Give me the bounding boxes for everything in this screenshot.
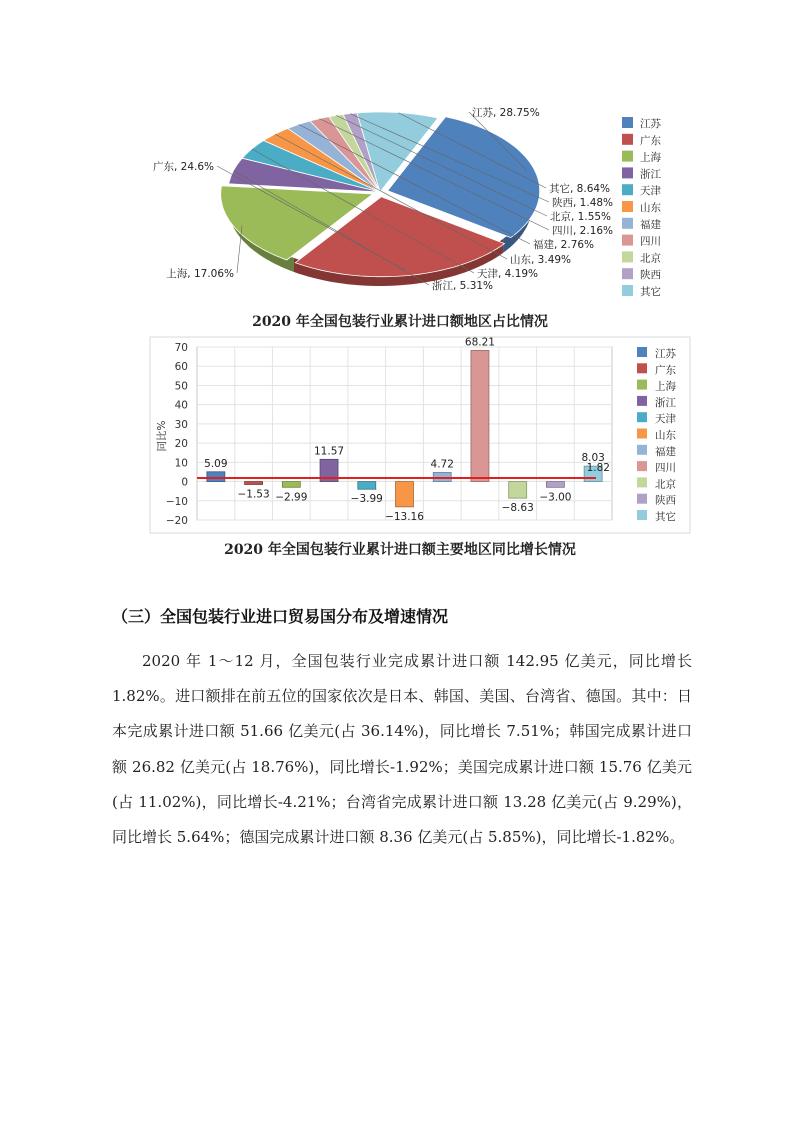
bar-data-label: 4.72 [430, 458, 454, 471]
pie-legend-label: 上海 [640, 151, 661, 164]
pie-data-label: 四川, 2.16% [552, 225, 614, 237]
bar-chart-title: 2020 年全国包装行业累计进口额主要地区同比增长情况 [224, 542, 576, 558]
section-heading: （三）全国包装行业进口贸易国分布及增速情况 [112, 607, 449, 626]
bar-6 [433, 472, 451, 481]
bar-2 [282, 482, 300, 488]
pie-data-label: 山东, 3.49% [510, 254, 572, 266]
bar-legend-label: 江苏 [655, 348, 676, 360]
bar-legend-swatch [637, 477, 647, 487]
bar-legend-label: 山东 [655, 429, 676, 442]
y-axis-label: 同比% [156, 420, 168, 452]
bar-data-label: 11.57 [314, 445, 345, 458]
y-tick-label: 40 [174, 399, 188, 412]
bar-legend [637, 347, 676, 523]
y-tick-label: 70 [174, 342, 188, 354]
bar-legend-label: 浙江 [655, 396, 676, 409]
bar-data-label: −13.16 [385, 510, 424, 523]
bar-legend-label: 天津 [655, 413, 676, 426]
bar-legend-swatch [637, 461, 647, 471]
bar-legend-label: 福建 [655, 445, 676, 458]
bar-legend-swatch [637, 363, 647, 373]
pie-data-label: 江苏, 28.75% [472, 107, 540, 119]
body-paragraph: 2020 年 1～12 月，全国包装行业完成累计进口额 142.95 亿美元，同比增长 1.82%。进口额排在前五位的国家依次是日本、韩国、美国、台湾省、德国。其中：日本完成累计进口额 51.66 亿美元(占 36.14%)，同比增长 7.51%；韩国完成累计进口额 26.82 亿美元(占 18.76%)，同比增长-1.92%；美国完成累计进口额 15.76 亿美元(占 11.02%)，同比增长-4.21%；台湾省完成累计进口额 13.28 亿美元(占 9.29%)，同比增长 5.64%；德国完成累计进口额 8.36 亿美元(占 5.85%)，同比增长-1.82%。 [112, 652, 692, 847]
bar-data-label: −2.99 [275, 491, 308, 504]
pie-legend-label: 其它 [640, 286, 661, 298]
bar-legend-swatch [637, 494, 647, 504]
bar-5 [396, 482, 414, 507]
bar-data-label: 8.03 [581, 452, 605, 465]
bar-1 [245, 482, 263, 485]
bar-data-label: 5.09 [204, 457, 228, 470]
bar-legend-swatch [637, 380, 647, 390]
bar-data-label: 68.21 [464, 336, 495, 349]
bar-4 [358, 482, 376, 490]
pie-data-label: 陕西, 1.48% [552, 197, 614, 209]
bar-y-axis [166, 342, 188, 527]
pie-legend-label: 北京 [640, 252, 661, 265]
bar-7 [471, 350, 489, 481]
pie-data-label: 北京, 1.55% [550, 211, 612, 223]
pie-data-label: 福建, 2.76% [533, 239, 595, 251]
pie-data-label: 浙江, 5.31% [432, 280, 494, 292]
y-tick-label: 0 [181, 476, 188, 489]
y-tick-label: 10 [174, 457, 188, 470]
pie-data-label: 其它, 8.64% [549, 183, 611, 195]
bar-legend-swatch [637, 445, 647, 455]
bar-legend-label: 其它 [655, 511, 676, 523]
bar-data-label: −3.99 [350, 493, 383, 506]
bar-legend-swatch [637, 412, 647, 422]
bar-legend-swatch [637, 429, 647, 439]
pie-data-label: 广东, 24.6% [152, 161, 214, 173]
pie-data-label: 天津, 4.19% [477, 268, 539, 280]
bar-9 [546, 482, 564, 488]
pie-data-label: 上海, 17.06% [166, 268, 234, 280]
bar-data-label: −8.63 [501, 502, 534, 515]
pie-chart-title: 2020 年全国包装行业累计进口额地区占比情况 [252, 314, 548, 330]
bar-legend-label: 四川 [655, 462, 676, 475]
pie-legend-label: 浙江 [640, 168, 661, 181]
bar-0 [207, 472, 225, 482]
bar-data-label: −1.53 [237, 488, 270, 501]
bar-legend-label: 陕西 [655, 494, 676, 507]
y-tick-label: 20 [174, 438, 188, 451]
pie-legend-label: 四川 [640, 235, 661, 248]
bar-legend-swatch [637, 510, 647, 520]
pie-legend-label: 陕西 [640, 269, 661, 282]
bar-legend-swatch [637, 347, 647, 357]
bar-legend-label: 北京 [655, 478, 676, 491]
bar-legend-label: 广东 [655, 364, 676, 377]
y-tick-label: 50 [174, 380, 188, 393]
bar-legend-label: 上海 [655, 380, 676, 393]
y-tick-label: −10 [165, 495, 188, 508]
reference-line-label: 1.82 [586, 462, 610, 475]
pie-legend-label: 福建 [640, 218, 661, 231]
bar-legend-swatch [637, 396, 647, 406]
y-tick-label: 30 [174, 418, 188, 431]
y-tick-label: 60 [174, 361, 188, 374]
bar-8 [509, 482, 527, 499]
pie-legend-label: 广东 [640, 134, 661, 147]
y-tick-label: −20 [165, 515, 188, 527]
pie-legend-label: 江苏 [640, 118, 661, 130]
bar-data-label: −3.00 [539, 491, 572, 504]
pie-legend-label: 山东 [640, 202, 661, 214]
pie-legend-label: 天津 [640, 185, 661, 198]
